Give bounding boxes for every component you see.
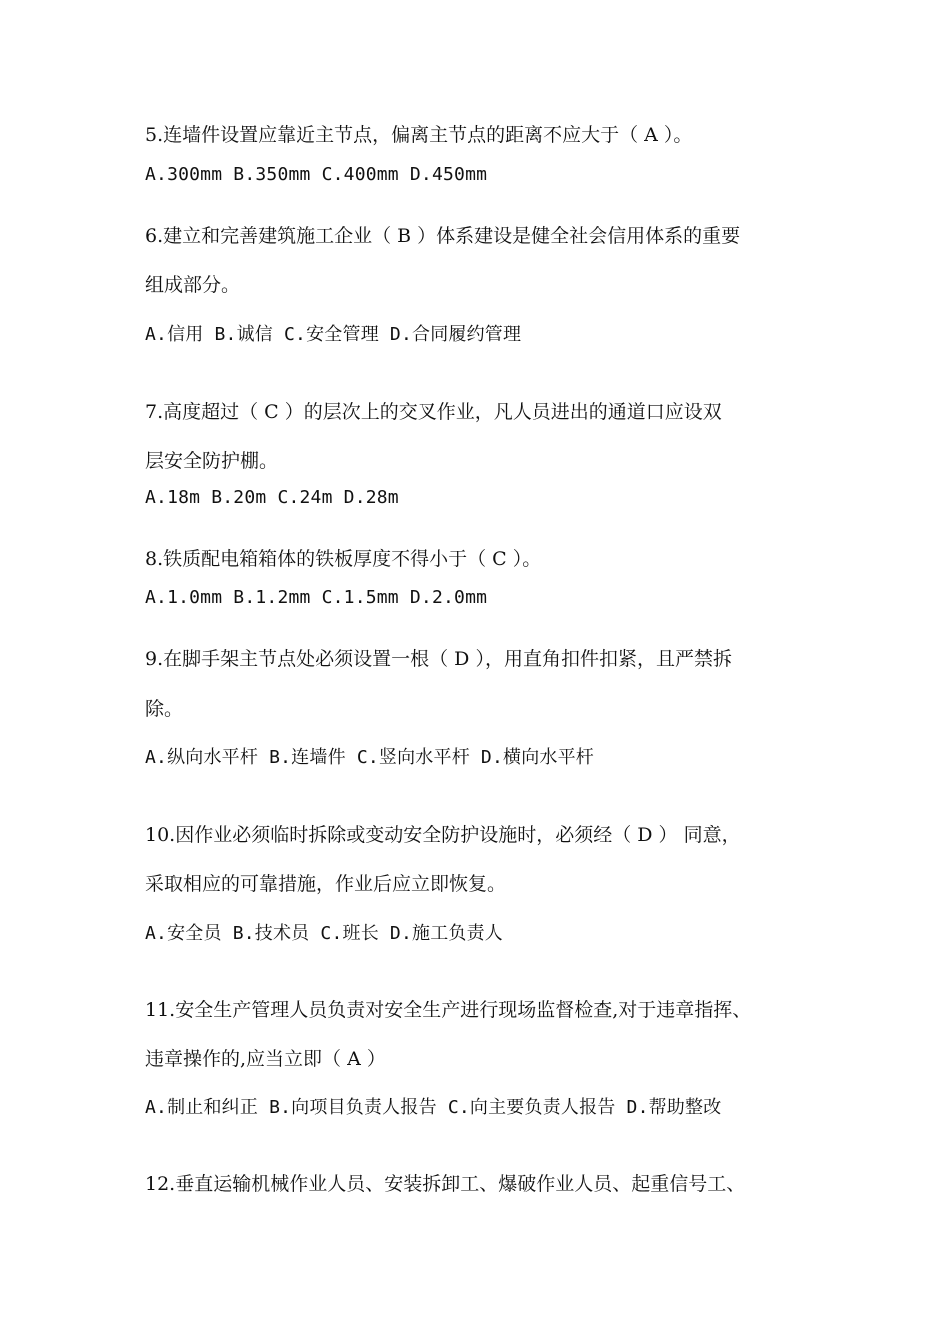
question-12-line-1: 12.垂直运输机械作业人员、安装拆卸工、爆破作业人员、起重信号工、 [145,1173,746,1195]
question-10-options: A.安全员 B.技术员 C.班长 D.施工负责人 [145,923,504,944]
question-11-line-2: 违章操作的,应当立即（ A ） [145,1048,386,1070]
question-7-line-2: 层安全防护棚。 [145,450,279,472]
question-7-options: A.18m B.20m C.24m D.28m [145,487,399,508]
question-11-line-1: 11.安全生产管理人员负责对安全生产进行现场监督检查,对于违章指挥、 [145,999,752,1021]
question-5-options: A.300mm B.350mm C.400mm D.450mm [145,164,488,185]
question-6-line-2: 组成部分。 [145,274,241,296]
question-11-options: A.制止和纠正 B.向项目负责人报告 C.向主要负责人报告 D.帮助整改 [145,1097,722,1118]
question-10-line-2: 采取相应的可靠措施，作业后应立即恢复。 [145,873,507,895]
question-6-options: A.信用 B.诚信 C.安全管理 D.合同履约管理 [145,324,522,345]
question-6-line-1: 6.建立和完善建筑施工企业（ B ）体系建设是健全社会信用体系的重要 [145,225,741,247]
question-7-line-1: 7.高度超过（ C ）的层次上的交叉作业，凡人员进出的通道口应设双 [145,401,722,423]
question-9-line-2: 除。 [145,698,184,720]
question-8-line-1: 8.铁质配电箱箱体的铁板厚度不得小于（ C ）。 [145,548,542,570]
question-9-options: A.纵向水平杆 B.连墙件 C.竖向水平杆 D.横向水平杆 [145,747,595,768]
question-9-line-1: 9.在脚手架主节点处必须设置一根（ D ），用直角扣件扣紧，且严禁拆 [145,648,732,670]
question-8-options: A.1.0mm B.1.2mm C.1.5mm D.2.0mm [145,587,488,608]
question-5-line-1: 5.连墙件设置应靠近主节点，偏离主节点的距离不应大于（ A ）。 [145,124,693,146]
question-10-line-1: 10.因作业必须临时拆除或变动安全防护设施时，必须经（ D ） 同意， [145,824,741,846]
